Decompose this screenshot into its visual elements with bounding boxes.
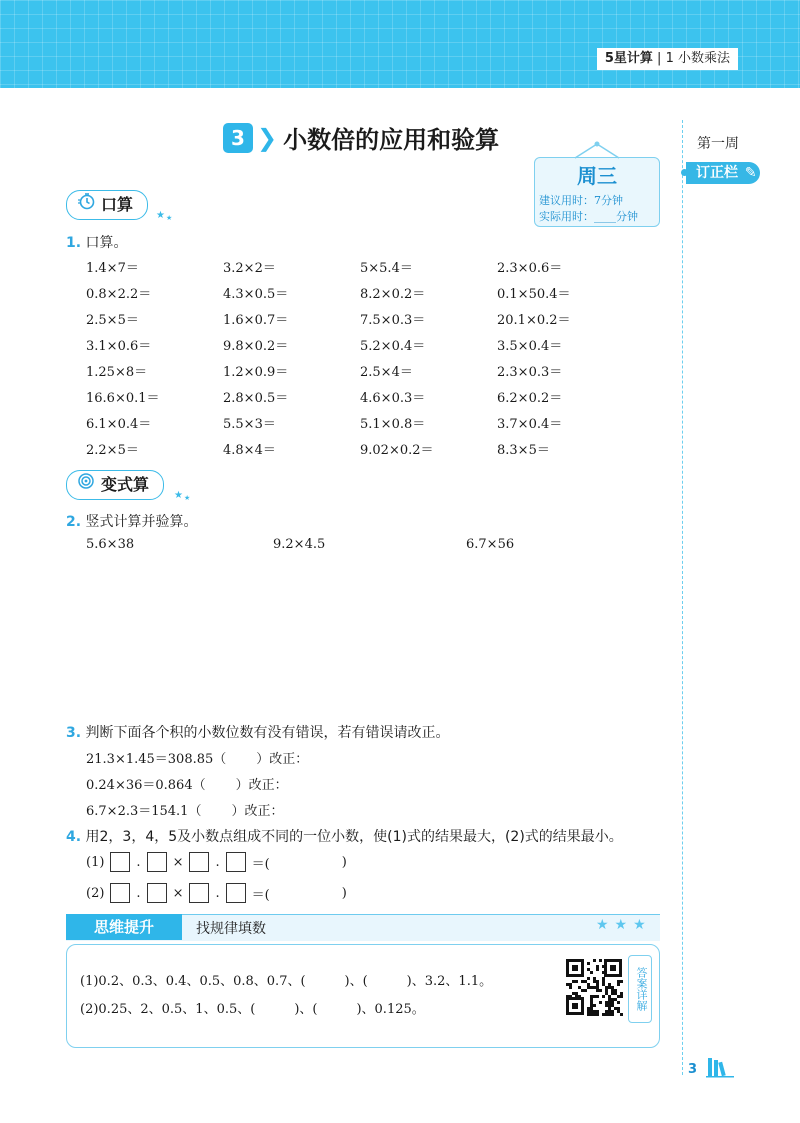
- close-paren: ): [341, 885, 347, 901]
- oral-calc-item: 1.4×7＝: [86, 261, 139, 276]
- oral-calc-item: 8.2×0.2＝: [360, 287, 426, 302]
- oral-calc-item: 3.5×0.4＝: [497, 339, 563, 354]
- oral-calc-item: 3.1×0.6＝: [86, 339, 152, 354]
- arrangement-row-2: [86, 883, 353, 903]
- answer-explanation-label[interactable]: 答案详解: [628, 955, 652, 1023]
- decimal-point: .: [136, 885, 141, 901]
- binding-margin-line: [682, 120, 683, 1075]
- chevron-right-icon: ❯: [257, 123, 278, 152]
- oral-calc-item: 8.3×5＝: [497, 443, 550, 458]
- week-label: 第一周: [697, 136, 739, 152]
- section-badge-variant: [66, 470, 164, 500]
- arrangement-row-1: [86, 852, 353, 872]
- question-number: 4.: [66, 829, 82, 845]
- vertical-calc-item: 9.2×4.5: [273, 537, 326, 552]
- question-number: 1.: [66, 235, 82, 251]
- oral-calc-item: 2.8×0.5＝: [223, 391, 289, 406]
- star-icon: ★: [156, 210, 165, 221]
- pattern-line-1: (1)0.2、0.3、0.4、0.5、0.8、0.7、( )、( )、3.2、1.1。: [80, 974, 493, 989]
- correction-text: 订正栏: [696, 165, 738, 181]
- question-number: 3.: [66, 725, 82, 741]
- lesson-number: 3: [223, 123, 253, 153]
- correction-column-label: [686, 162, 760, 184]
- target-icon: [77, 471, 95, 499]
- oral-calc-item: 9.8×0.2＝: [223, 339, 289, 354]
- digit-box[interactable]: [110, 852, 130, 872]
- judge-item: [86, 748, 308, 767]
- books-icon: [706, 1056, 736, 1078]
- star-icon: ★: [174, 490, 183, 501]
- decimal-point: .: [136, 854, 141, 870]
- digit-box[interactable]: [110, 883, 130, 903]
- lesson-title: [223, 120, 499, 155]
- oral-calc-item: 20.1×0.2＝: [497, 313, 571, 328]
- thinking-subtitle: 找规律填数: [196, 921, 266, 937]
- section-badge-oral: [66, 190, 148, 220]
- question-number: 2.: [66, 514, 82, 530]
- lesson-title-text: 小数倍的应用和验算: [283, 126, 500, 154]
- question-4-prompt: [66, 826, 623, 846]
- decimal-point: .: [215, 885, 220, 901]
- book-name: 5星计算: [604, 51, 653, 66]
- question-3-prompt: [66, 722, 450, 742]
- question-1-prompt: [66, 232, 128, 252]
- oral-calc-item: 5.2×0.4＝: [360, 339, 426, 354]
- judge-correction-label: ）改正：: [235, 778, 288, 793]
- judge-correction-label: ）改正：: [231, 804, 284, 819]
- oral-calc-item: 5.1×0.8＝: [360, 417, 426, 432]
- oral-calc-item: 1.2×0.9＝: [223, 365, 289, 380]
- decimal-point: .: [215, 854, 220, 870]
- star-icon: ★: [166, 214, 173, 222]
- question-text: 用2，3，4，5及小数点组成不同的一位小数，使(1)式的结果最大，(2)式的结果最小。: [85, 829, 623, 845]
- oral-calc-item: 0.8×2.2＝: [86, 287, 152, 302]
- oral-calc-item: 2.3×0.6＝: [497, 261, 563, 276]
- oral-calc-grid: [86, 257, 606, 465]
- stopwatch-icon: [77, 191, 95, 219]
- oral-calc-item: 3.2×2＝: [223, 261, 276, 276]
- question-text: 竖式计算并验算。: [85, 514, 198, 530]
- times-sign: ×: [172, 854, 184, 870]
- section-title-variant: 变式算: [101, 475, 150, 494]
- vertical-calc-item: 5.6×38: [86, 537, 135, 552]
- pencil-icon: ✎: [744, 165, 757, 181]
- row-label: (2): [86, 885, 105, 901]
- judge-correction-label: ）改正：: [256, 752, 309, 767]
- equals-open: ＝(: [251, 856, 270, 872]
- judge-item: [86, 800, 283, 819]
- vertical-calc-item: 6.7×56: [466, 537, 515, 552]
- day-name: 周三: [577, 164, 617, 188]
- close-paren: ): [341, 854, 347, 870]
- digit-box[interactable]: [189, 883, 209, 903]
- digit-box[interactable]: [147, 852, 167, 872]
- page-number: 3: [688, 1062, 698, 1077]
- oral-calc-item: 6.2×0.2＝: [497, 391, 563, 406]
- judge-expression: 21.3×1.45＝308.85（: [86, 752, 227, 767]
- oral-calc-item: 0.1×50.4＝: [497, 287, 571, 302]
- actual-time: 实际用时：____分钟: [539, 210, 638, 223]
- row-label: (1): [86, 854, 105, 870]
- pattern-line-2: (2)0.25、2、0.5、1、0.5、( )、( )、0.125。: [80, 1002, 425, 1017]
- oral-calc-item: 2.2×5＝: [86, 443, 139, 458]
- times-sign: ×: [172, 885, 184, 901]
- digit-box[interactable]: [189, 852, 209, 872]
- suggested-time: 建议用时：7分钟: [539, 194, 623, 207]
- judge-expression: 0.24×36＝0.864（: [86, 778, 206, 793]
- page-header-band: [0, 0, 800, 88]
- oral-calc-item: 9.02×0.2＝: [360, 443, 434, 458]
- oral-calc-item: 2.3×0.3＝: [497, 365, 563, 380]
- oral-calc-item: 2.5×4＝: [360, 365, 413, 380]
- question-text: 判断下面各个积的小数位数有没有错误，若有错误请改正。: [85, 725, 450, 741]
- digit-box[interactable]: [147, 883, 167, 903]
- oral-calc-item: 4.8×4＝: [223, 443, 276, 458]
- oral-calc-item: 3.7×0.4＝: [497, 417, 563, 432]
- digit-box[interactable]: [226, 883, 246, 903]
- qr-code-icon[interactable]: [564, 957, 624, 1017]
- oral-calc-item: 7.5×0.3＝: [360, 313, 426, 328]
- equals-open: ＝(: [251, 887, 270, 903]
- section-title-oral: 口算: [101, 195, 134, 214]
- oral-calc-item: 5×5.4＝: [360, 261, 413, 276]
- thinking-label: 思维提升: [66, 914, 182, 940]
- oral-calc-item: 1.6×0.7＝: [223, 313, 289, 328]
- hanging-string-icon: [535, 140, 659, 160]
- chapter-number: 1: [665, 51, 674, 66]
- day-card: [534, 157, 660, 227]
- question-text: 口算。: [85, 235, 128, 251]
- stars-icon: ★★★: [596, 917, 652, 933]
- digit-box[interactable]: [226, 852, 246, 872]
- header-divider: |: [657, 51, 662, 66]
- oral-calc-item: 4.3×0.5＝: [223, 287, 289, 302]
- oral-calc-item: 2.5×5＝: [86, 313, 139, 328]
- question-2-prompt: [66, 511, 198, 531]
- chapter-name: 小数乘法: [677, 51, 730, 66]
- judge-item: [86, 774, 288, 793]
- judge-expression: 6.7×2.3＝154.1（: [86, 804, 202, 819]
- oral-calc-item: 4.6×0.3＝: [360, 391, 426, 406]
- oral-calc-item: 1.25×8＝: [86, 365, 148, 380]
- oral-calc-item: 16.6×0.1＝: [86, 391, 160, 406]
- oral-calc-item: 6.1×0.4＝: [86, 417, 152, 432]
- star-icon: ★: [184, 494, 191, 502]
- oral-calc-item: 5.5×3＝: [223, 417, 276, 432]
- header-chapter-tag: [597, 48, 738, 70]
